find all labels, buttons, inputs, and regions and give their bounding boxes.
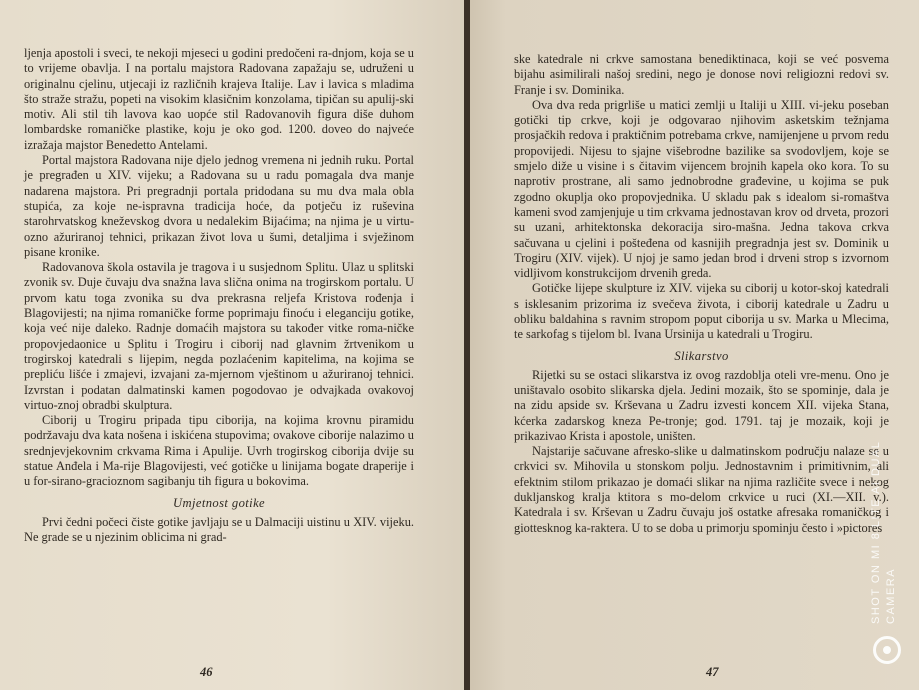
- page-number: 46: [200, 665, 213, 679]
- right-page: [470, 0, 919, 690]
- paragraph: ljenja apostoli i sveci, te nekoji mjeseci u godini predočeni ra-dnjom, koja se u to vrijeme obavlja. I na portalu majstora Radovana zapažaju se, udruženi u originalnu cjelinu, utjecaji iz različnih krajeva Italije. Lav i lavica s mladima što straže stražu, popeti na visokim klasičnim konzolama, tipičan su apulij-ski motiv. Ali stil tih lavova kao uopće stil Radovanovih figura diše duhom lombardske romaničke plastike, koju je oko god. 1200. doveo do najveće izražaja majstor Benedetto Antelami.: [24, 46, 414, 152]
- paragraph: Ova dva reda prigrliše u matici zemlji u Italiji u XIII. vi-jeku poseban gotički tip crkve, koji je odgovarao njihovim asketskim težnjama prosjačkih redova i praktičnim potrebama crkve, namijenjene u prvom redu propovijedi. Nijesu to sjajne višebrodne bazilike sa svodovljem, koje se smjelo diže u visine i s čitavim vijencem brojnih kapela oko kora. To su naprotiv prostrane, ali samo jednobrodne građevine, u kojima se puk zgodno okuplja oko propovjednika. U skladu pak s idealom si-romaštva kameni svod zamjenjuje u tim crkvama jednostavan krov od drveta, prozori su uzani, arhitektonska dekoracija siro-mašna. Jedna takova crkva sačuvana u cjelini i pošteđena od kasnijih pregradnja jest sv. Dominik u Trogiru (XIV. vijek). U njoj je samo jedan brod i drveni strop s izvornom vidljivom konstrukcijom drvenih greda.: [514, 97, 889, 281]
- paragraph: Radovanova škola ostavila je tragova i u susjednom Splitu. Ulaz u splitski zvonik sv. Duje čuvaju dva snažna lava slična onima na trogirskom portalu. U prvom katu toga zvonika su dva prekrasna reljefa Kristova rođenja i Blagovijesti; na njima romaničke forme poprimaju finoću i eleganciju gotike, koja već nije daleko. Radnje domaćih majstora su također vitke roma-ničke propovjedaonice u Splitu i Trogiru i ciborij nad glavnim žrtvenikom u trogirskoj katedrali s lijepim, negda pozlaćenim kapitelima, na kojima se prepliću lišće i zmajevi, izvajani za-mjernom vještinom u ažuriranoj tehnici. Izvrstan i podatan dalmatinski kamen pogodovao je odvajkada ovakovoj virtuo-znoj obradbi skulptura.: [24, 260, 414, 412]
- paragraph: Gotičke lijepe skulpture iz XIV. vijeka su ciborij u kotor-skoj katedrali s isklesanim prizorima iz svečeva života, i ciborij katedrale u Zadru u obliku baldahina s ravnim stropom poput ciborija u sv. Marka u Mlecima, te sarkofag s tijelom bl. Ivana Ursinija u katedrali u Trogiru.: [514, 281, 889, 342]
- paragraph: Ciborij u Trogiru pripada tipu ciborija, na kojima krovnu piramidu podržavaju dva kata nošena i iskićena stupovima; ovakove ciborije nalazimo u srednjevjekovnim crkvama Rima i Apulije. Uvrh trogirskog ciborija dvije su statue Anđela i Ma-rije Blagovijesti, već gotičke u linijama bogate draperije i u for-sirano-gracioznom sagibanju tih figura u bokovima.: [24, 413, 414, 489]
- paragraph: Najstarije sačuvane afresko-slike u dalmatinskom području nalaze se u crkvici sv. Mihovila u stonskom polju. Jednostavnim i primitivnim, ali efektnim stilom prikazao je domaći slikar na njima različite svece i nekog dukljanskog kralja ktitora s mo-delom crkvice u ruci (XI.—XII. v.). Katedrala i sv. Krševan u Zadru čuvaju još ostatke afresaka romaničkog i giottesknog ka-raktera. U to se doba u primorju spominju često i »pictores: [514, 444, 889, 535]
- watermark-text: SHOT ON MI 8 LITE AI DUAL CAMERA: [870, 441, 897, 624]
- section-heading: Slikarstvo: [674, 348, 729, 363]
- paragraph: Rijetki su se ostaci slikarstva iz ovog razdoblja oteli vre-menu. Ono je uništavalo osobito slikarska djela. Jedini mozaik, što se spominje, dala je na zidu apside sv. Krševana u Zadru izvesti koncem XII. vijeka Stana, kćerka zadarskog kneza Pe-tronje; god. 1791. taj je mozaik, koji je prikazivao Krista i apostole, uništen.: [514, 367, 889, 443]
- camera-lens-icon: [873, 636, 901, 664]
- paragraph: Portal majstora Radovana nije djelo jednog vremena ni jednih ruku. Portal je pregrađen u XIV. vijeku; a Radovana su u radu pomagala dva manje nadarena majstora. Pri pregradnji portala pridodana su mu dva mala obla stupića, za koje ne-ispravna tradicija hoće, da potječu iz ruševina starohrvatskog kneževskog dvora u nedalekim Bijaćima; na njima je u virtu-ozno ažuriranoj tehnici, prikazan život lova u šumi, detaljima i svježinom pisane kronike.: [24, 153, 414, 259]
- paragraph: Prvi čedni počeci čiste gotike javljaju se u Dalmaciji uistinu u XIV. vijeku. Ne grade se u njezinim oblicima ni grad-: [24, 514, 414, 544]
- right-body: [514, 52, 889, 536]
- page-number: 47: [706, 665, 719, 679]
- section-heading: Umjetnost gotike: [172, 495, 266, 510]
- camera-watermark: [869, 414, 903, 664]
- paragraph: ske katedrale ni crkve samostana benediktinaca, koji se već posvema bijahu asimilirali našoj sredini, nego je donose novi religiozni redovi sv. Franje i sv. Dominika.: [514, 52, 889, 97]
- left-body: [24, 46, 414, 545]
